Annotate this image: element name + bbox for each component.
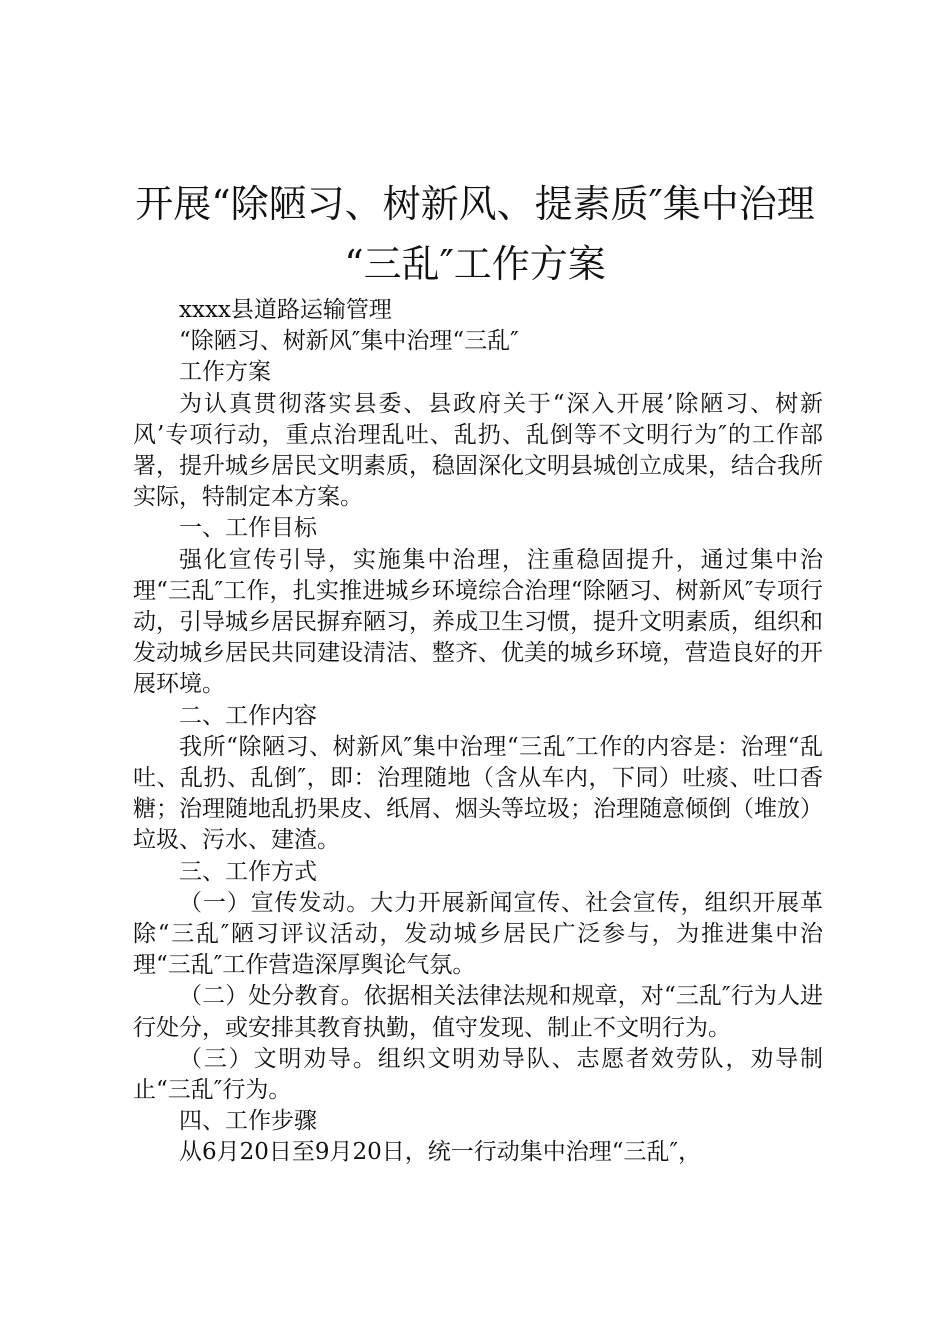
document-title-line-1: 开展“除陋习、树新风、提素质″集中治理 bbox=[135, 182, 815, 226]
method-publicity-paragraph: （一）宣传发动。大力开展新闻宣传、社会宣传，组织开展革除“三乱″陋习评议活动，发动城乡居民广泛参与，为推进集中治理“三乱″工作营造深厚舆论气氛。 bbox=[133, 889, 823, 979]
header-subject: “除陋习、树新风″集中治理“三乱″ bbox=[179, 328, 519, 355]
content-paragraph: 我所“除陋习、树新风″集中治理“三乱″工作的内容是：治理“乱吐、乱扔、乱倒″，即：治理随地（含从车内，下同）吐痰、吐口香糖；治理随地乱扔果皮、纸屑、烟头等垃圾；治理随意倾倒（堆放）垃圾、污水、建渣。 bbox=[133, 733, 823, 854]
method-penalty-paragraph: （二）处分教育。依据相关法律法规和规章，对“三乱″行为人进行处分，或安排其教育执勤，值守发现、制止不文明行为。 bbox=[133, 983, 823, 1041]
steps-paragraph: 从6月20日至9月20日，统一行动集中治理“三乱″， bbox=[179, 1139, 702, 1166]
intro-paragraph: 为认真贯彻落实县委、县政府关于“深入开展’除陋习、树新风’专项行动，重点治理乱吐、乱扔、乱倒等不文明行为″的工作部署，提升城乡居民文明素质，稳固深化文明县城创立成果，结合我所实际，特制定本方案。 bbox=[133, 390, 823, 511]
section-heading-goals: 一、工作目标 bbox=[179, 515, 317, 542]
section-heading-methods: 三、工作方式 bbox=[179, 858, 317, 885]
section-heading-steps: 四、工作步骤 bbox=[179, 1108, 317, 1135]
goals-paragraph: 强化宣传引导，实施集中治理，注重稳固提升，通过集中治理“三乱″工作，扎实推进城乡环境综合治理“除陋习、树新风″专项行动，引导城乡居民摒弃陋习，养成卫生习惯，提升文明素质，组织和发动城乡居民共同建设清洁、整齐、优美的城乡环境，营造良好的开展环境。 bbox=[133, 546, 823, 698]
header-organization: xxxx县道路运输管理 bbox=[179, 297, 392, 323]
header-plan-label: 工作方案 bbox=[179, 359, 271, 386]
method-persuasion-paragraph: （三）文明劝导。组织文明劝导队、志愿者效劳队，劝导制止“三乱″行为。 bbox=[133, 1045, 823, 1104]
document-title-line-2: “三乱″工作方案 bbox=[344, 242, 606, 286]
document-body bbox=[133, 295, 823, 1169]
section-heading-content: 二、工作内容 bbox=[179, 702, 317, 729]
